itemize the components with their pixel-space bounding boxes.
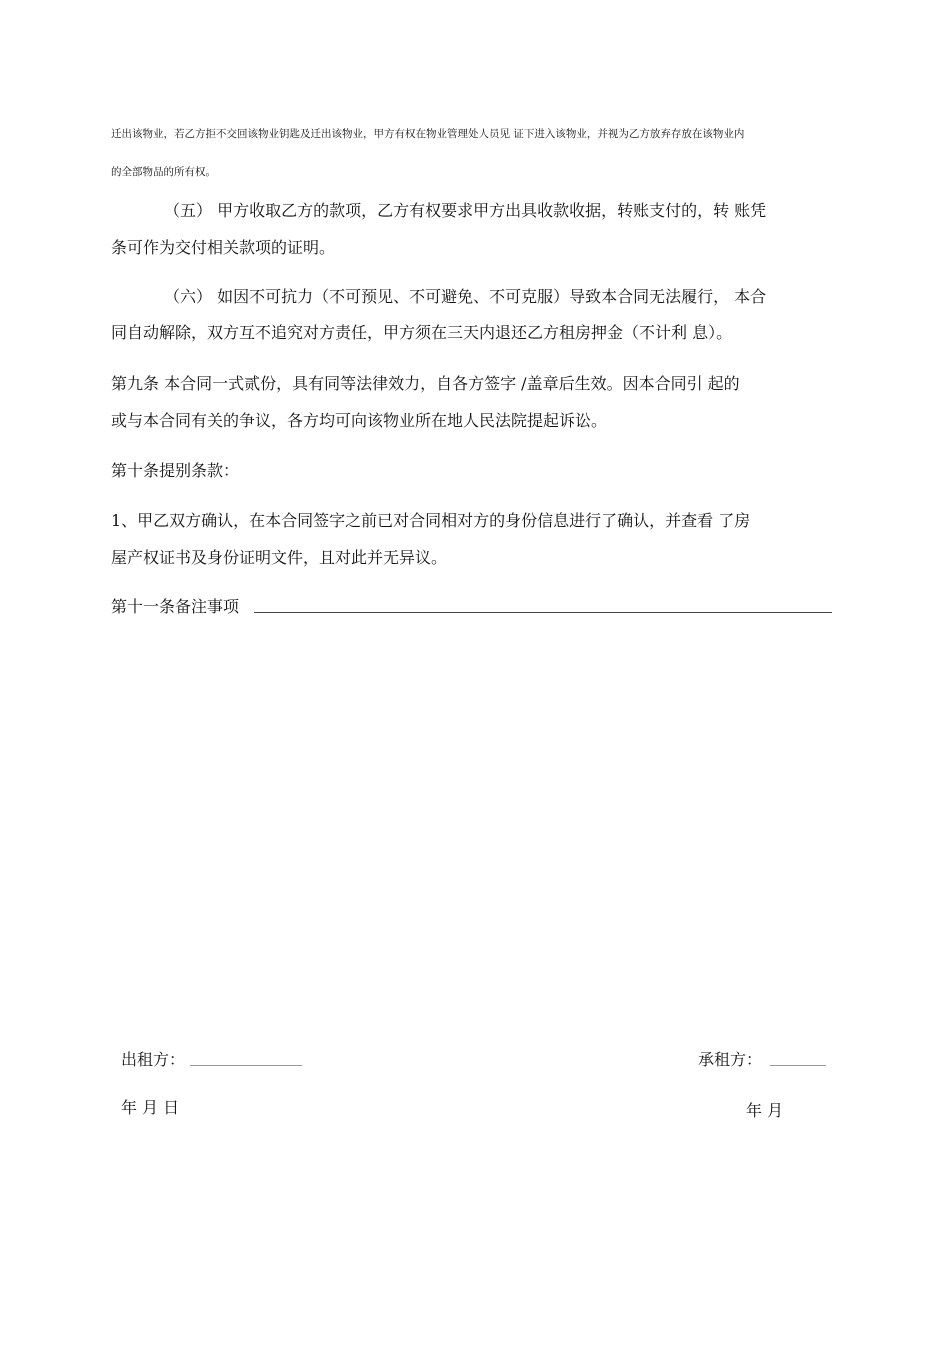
remarks-underline bbox=[254, 612, 832, 613]
paragraph-line: 同自动解除，双方互不追究对方责任，甲方须在三天内退还乙方租房押金（不计利 息）。 bbox=[111, 323, 733, 342]
article-ten-item: 屋产权证书及身份证明文件，且对此并无异议。 bbox=[111, 548, 448, 567]
article-ten-title: 第十条提别条款： bbox=[111, 461, 240, 480]
paragraph-line: 条可作为交付相关款项的证明。 bbox=[111, 238, 336, 257]
article-ten-item: 1、甲乙双方确认，在本合同签字之前已对合同相对方的身份信息进行了确认，并查看 了房 bbox=[111, 511, 751, 530]
lessee-date: 年 月 bbox=[746, 1101, 784, 1120]
paragraph-line: 的全部物品的所有权。 bbox=[111, 166, 216, 178]
lessee-signature-blank: _______ bbox=[770, 1047, 826, 1066]
article-nine-line: 第九条 本合同一式贰份，具有同等法律效力，自各方签字 /盖章后生效。因本合同引 起的 bbox=[111, 374, 740, 393]
lessee-label: 承租方： bbox=[698, 1050, 763, 1069]
paragraph-line: （六） 如因不可抗力（不可预见、不可避免、不可克服）导致本合同无法履行， 本合 bbox=[164, 287, 767, 306]
paragraph-line: （五） 甲方收取乙方的款项，乙方有权要求甲方出具收款收据，转账支付的，转 账凭 bbox=[164, 201, 767, 220]
paragraph-line: 迁出该物业，若乙方拒不交回该物业钥匙及迁出该物业，甲方有权在物业管理处人员见 证下进入该物业，并视为乙方放弃存放在该物业内 bbox=[111, 128, 745, 140]
lessor-date: 年 月 日 bbox=[121, 1098, 180, 1117]
lessor-signature-blank: ______________ bbox=[190, 1047, 302, 1066]
article-eleven-label: 第十一条备注事项 bbox=[111, 597, 240, 616]
article-nine-line: 或与本合同有关的争议，各方均可向该物业所在地人民法院提起诉讼。 bbox=[111, 411, 608, 430]
lessor-label: 出租方： bbox=[121, 1050, 186, 1069]
